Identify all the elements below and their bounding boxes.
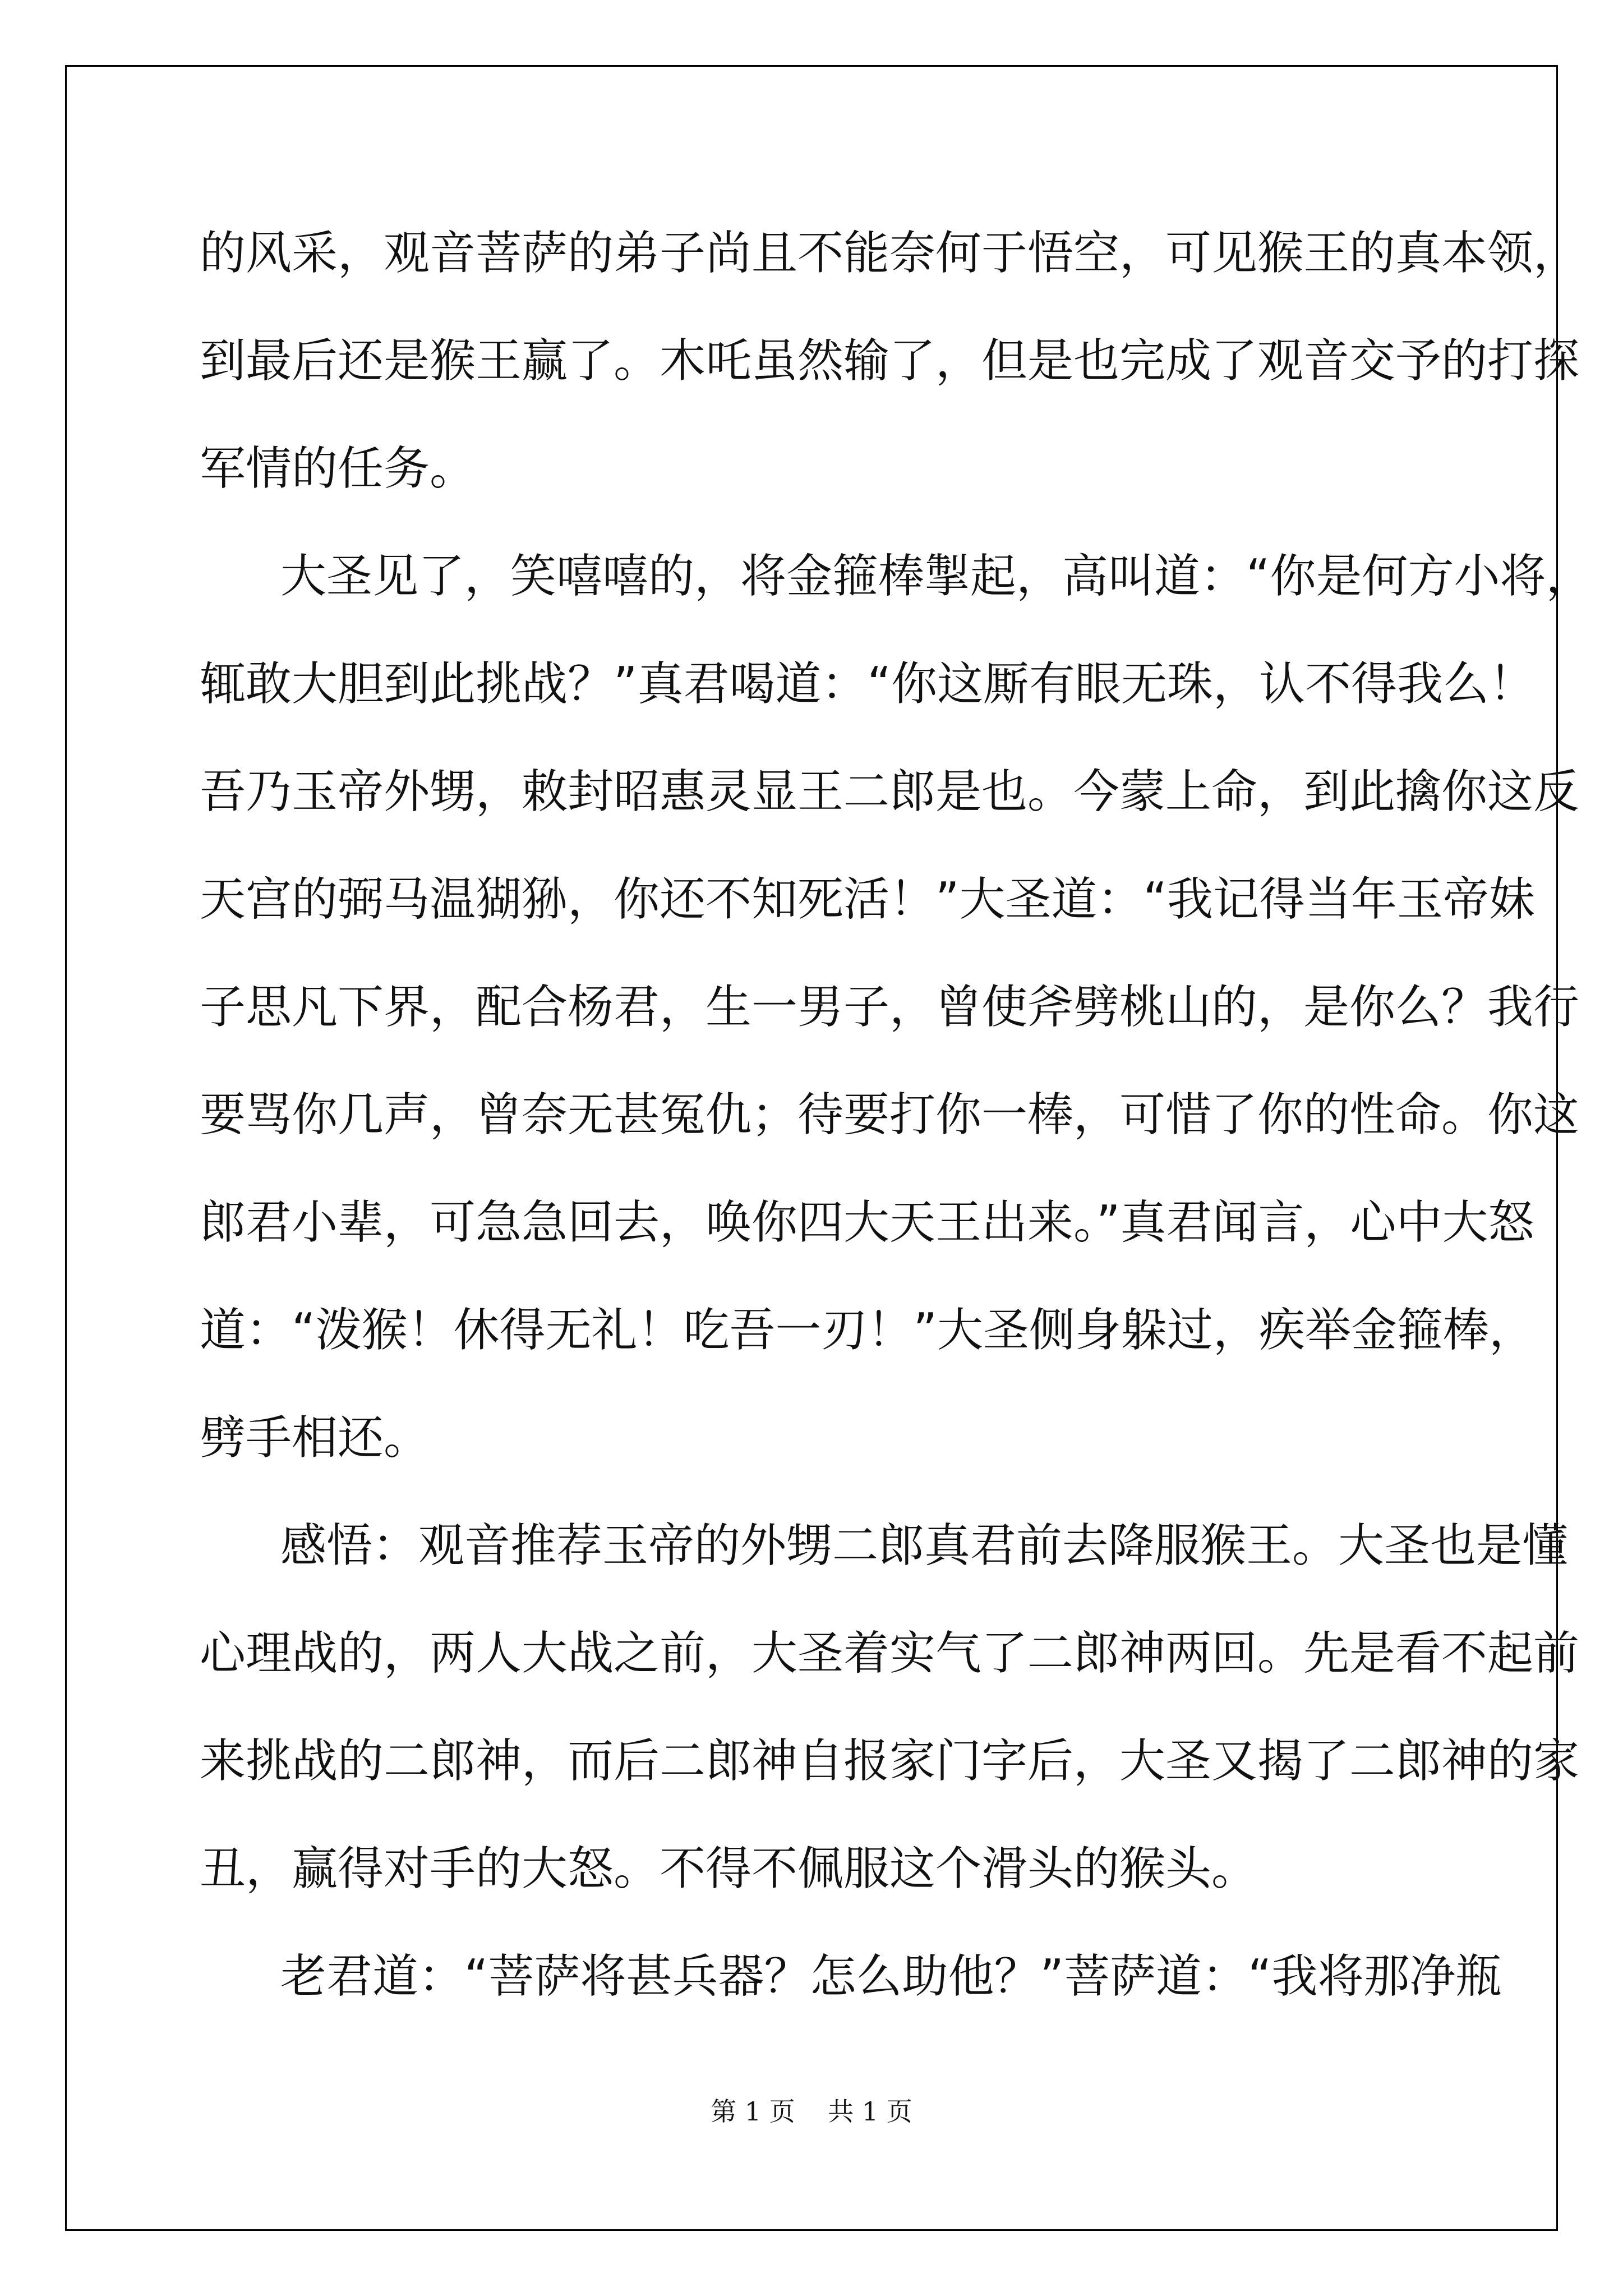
text-line: 天宫的弼马温猢狲，你还不知死活！”大圣道：“我记得当年玉帝妹 [200,873,1535,926]
text-line: 丑，赢得对手的大怒。不得不佩服这个滑头的猴头。 [200,1842,1258,1895]
paragraph-start-line: 老君道：“菩萨将甚兵器？怎么助他？”菩萨道：“我将那净瓶 [280,1950,1502,2003]
text-line: 子思凡下界，配合杨君，生一男子，曾使斧劈桃山的，是你么？我行 [200,981,1580,1034]
text-line: 心理战的，两人大战之前，大圣着实气了二郎神两回。先是看不起前 [200,1627,1580,1680]
text-line: 吾乃玉帝外甥，敕封昭惠灵显王二郎是也。今蒙上命，到此擒你这反 [200,765,1580,818]
text-line: 到最后还是猴王赢了。木吒虽然输了，但是也完成了观音交予的打探 [200,334,1580,388]
text-line: 辄敢大胆到此挑战？”真君喝道：“你这厮有眼无珠，认不得我么！ [200,657,1535,711]
text-line: 劈手相还。 [200,1411,430,1465]
text-line: 要骂你几声，曾奈无甚冤仇；待要打你一棒，可惜了你的性命。你这 [200,1088,1580,1142]
page-number-footer: 第 1 页 共 1 页 [711,2096,912,2127]
paragraph-start-line: 大圣见了，笑嘻嘻的，将金箍棒掣起，高叫道：“你是何方小将， [280,550,1592,603]
text-line: 的风采，观音菩萨的弟子尚且不能奈何于悟空，可见猴王的真本领， [200,227,1580,280]
text-line: 郎君小辈，可急急回去，唤你四大天王出来。”真君闻言，心中大怒 [200,1196,1534,1249]
text-line: 道：“泼猴！休得无礼！吃吾一刃！”大圣侧身躲过，疾举金箍棒， [200,1304,1535,1357]
page-border [65,65,1558,2231]
paragraph-start-line: 感悟：观音推荐玉帝的外甥二郎真君前去降服猴王。大圣也是懂 [280,1519,1569,1572]
text-line: 来挑战的二郎神，而后二郎神自报家门字后，大圣又揭了二郎神的家 [200,1734,1580,1788]
text-line: 军情的任务。 [200,442,476,495]
